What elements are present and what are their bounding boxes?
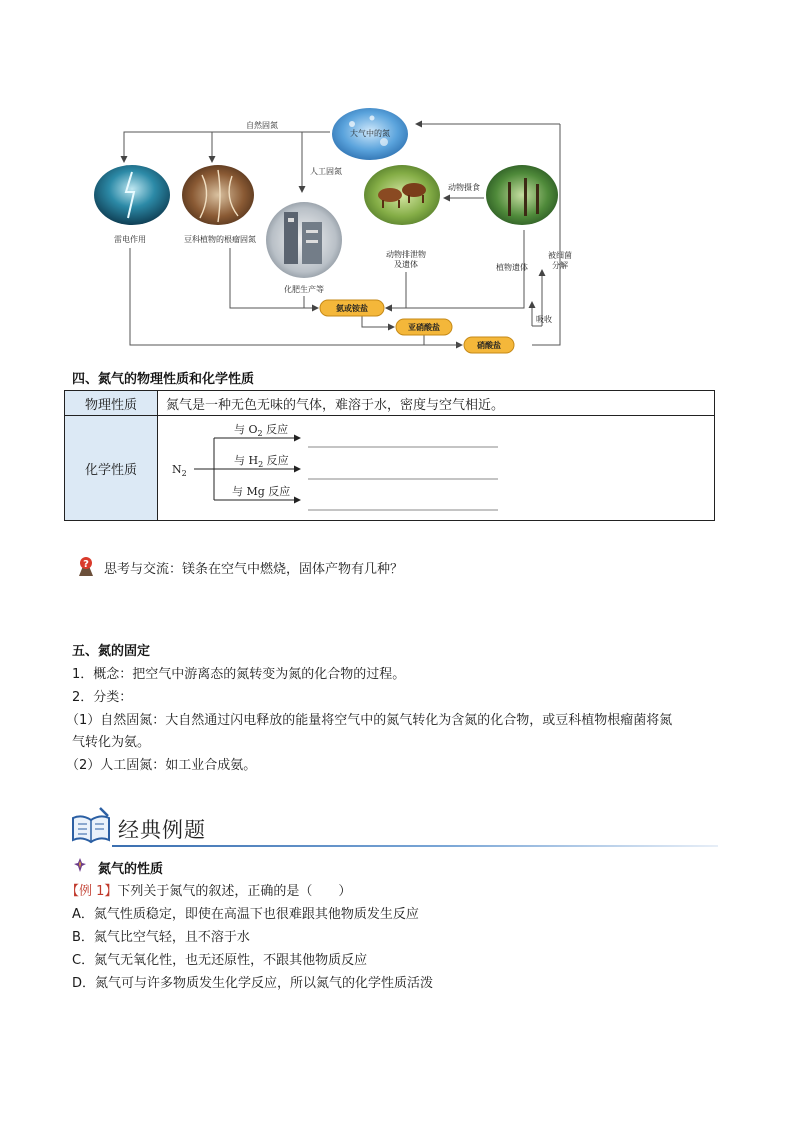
ammonium-label: 氨或铵盐	[336, 304, 368, 313]
physical-property-value: 氮气是一种无色无味的气体，难溶于水，密度与空气相近。	[158, 391, 715, 416]
lightning-label: 雷电作用	[114, 235, 146, 244]
question-icon	[75, 556, 95, 582]
atmosphere-label: 大气中的氮	[350, 129, 390, 138]
banner-underline	[112, 845, 718, 847]
reaction-diagram	[158, 416, 714, 520]
banner-title: 经典例题	[118, 818, 206, 842]
artificial-fixation-label: 人工固氮	[310, 167, 342, 176]
example-label: 【例 1】	[66, 884, 118, 899]
natural-fixation-label: 自然固氮	[246, 121, 278, 130]
legume-root-node	[182, 165, 254, 225]
plant-remains-label: 植物遗体	[496, 263, 528, 272]
reaction-h2: 与 $H_2$ 反应	[234, 454, 289, 469]
properties-table	[64, 390, 715, 521]
reaction-mg: 与 Mg 反应	[232, 485, 291, 498]
classification-line: 2．分类：	[72, 690, 133, 705]
chemical-property-label: 化学性质	[65, 416, 158, 521]
cow-node	[364, 165, 440, 225]
concept-line: 1．概念：把空气中游离态的氮转变为氮的化合物的过程。	[72, 667, 406, 682]
absorb-label: 吸收	[536, 315, 552, 324]
animal-waste-label-1: 动物排泄物	[386, 250, 426, 259]
option-d[interactable]: D．氮气可与许多物质发生化学反应，所以氮气的化学性质活泼	[72, 976, 434, 991]
book-icon	[70, 806, 112, 850]
atmosphere-node	[332, 108, 408, 160]
topic-title: 氮气的性质	[98, 862, 164, 877]
option-b[interactable]: B．氮气比空气轻，且不溶于水	[72, 930, 250, 945]
animal-waste-label-2: 及遗体	[394, 260, 418, 269]
example-question	[66, 880, 351, 899]
forest-node	[486, 165, 558, 225]
animal-eating-label: 动物摄食	[448, 183, 480, 192]
fertilizer-label: 化肥生产等	[284, 285, 324, 294]
section4-heading: 四、氮气的物理性质和化学性质	[72, 372, 255, 387]
artificial-fixation-line: （2）人工固氮：如工业合成氨。	[66, 758, 257, 773]
factory-node	[266, 202, 342, 278]
nitrogen-cycle-diagram	[72, 100, 602, 355]
think-discuss-text: 思考与交流：镁条在空气中燃烧，固体产物有几种？	[104, 562, 404, 577]
topic-bullet-icon	[74, 858, 86, 876]
legume-label: 豆科植物的根瘤固氮	[184, 235, 256, 244]
bacteria-label-2: 分解	[552, 261, 568, 270]
nitrate-pill	[464, 337, 514, 353]
nitrite-label: 亚硝酸盐	[408, 323, 440, 332]
physical-property-label: 物理性质	[65, 391, 158, 416]
reaction-o2: 与 $O_2$ 反应	[234, 423, 289, 438]
option-c[interactable]: C．氮气无氧化性，也无还原性，不跟其他物质反应	[72, 953, 368, 968]
chemical-property-cell	[158, 416, 715, 521]
natural-fixation-line-cont: 气转化为氨。	[72, 735, 151, 750]
reactant-n2: $N_2$	[172, 463, 187, 478]
lightning-node	[94, 165, 170, 225]
nitrate-label: 硝酸盐	[477, 341, 501, 350]
svg-text:?: ?	[83, 559, 89, 570]
section5-heading: 五、氮的固定	[72, 644, 151, 659]
bacteria-label-1: 被细菌	[548, 251, 572, 260]
natural-fixation-line: （1）自然固氮：大自然通过闪电释放的能量将空气中的氮气转化为含氮的化合物，或豆科植物根瘤菌将氮	[66, 713, 673, 728]
ammonium-pill	[320, 300, 384, 316]
nitrite-pill	[396, 319, 452, 335]
option-a[interactable]: A．氮气性质稳定，即使在高温下也很难跟其他物质发生反应	[72, 907, 419, 922]
example-question-text: 下列关于氮气的叙述，正确的是（ ）	[117, 884, 352, 899]
